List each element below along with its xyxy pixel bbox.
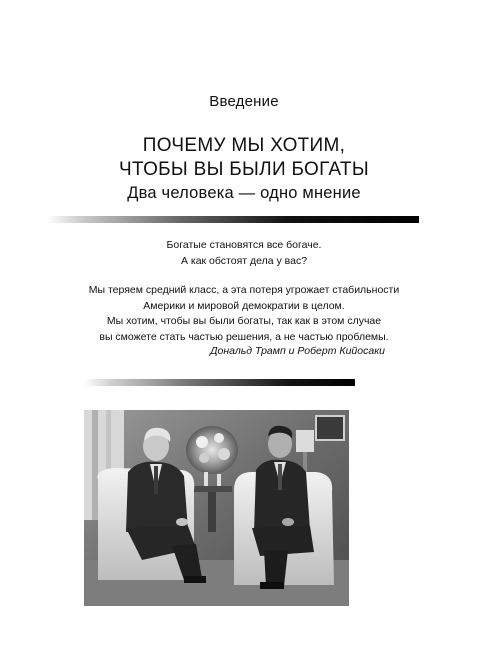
epigraph: [0, 238, 488, 345]
page-title-line-1: ПОЧЕМУ МЫ ХОТИМ,: [142, 135, 346, 156]
epigraph-line: Америки и мировой демократии в целом.: [143, 299, 345, 312]
epigraph-line: Богатые становятся все богаче.: [166, 239, 322, 251]
epigraph-line: Мы хотим, чтобы вы были богаты, так как в этом случае: [106, 315, 382, 327]
section-label: Введение: [209, 93, 279, 110]
page-subtitle: Два человека — одно мнение: [127, 184, 361, 202]
photo: [84, 410, 349, 606]
two-men-seated-photo-icon: [84, 410, 349, 606]
gradient-rule-bottom: [84, 379, 355, 386]
gradient-rule-top: [47, 216, 419, 223]
epigraph-author: Дональд Трамп и Роберт Кийосаки: [210, 345, 385, 357]
page-title-line-2: ЧТОБЫ ВЫ БЫЛИ БОГАТЫ: [119, 159, 369, 180]
epigraph-line: А как обстоят дела у вас?: [180, 254, 308, 267]
epigraph-line: Мы теряем средний класс, а эта потеря угрожает стабильности: [88, 284, 400, 296]
page-title: [0, 134, 488, 182]
epigraph-line: вы сможете стать частью решения, а не частью проблемы.: [99, 330, 389, 343]
